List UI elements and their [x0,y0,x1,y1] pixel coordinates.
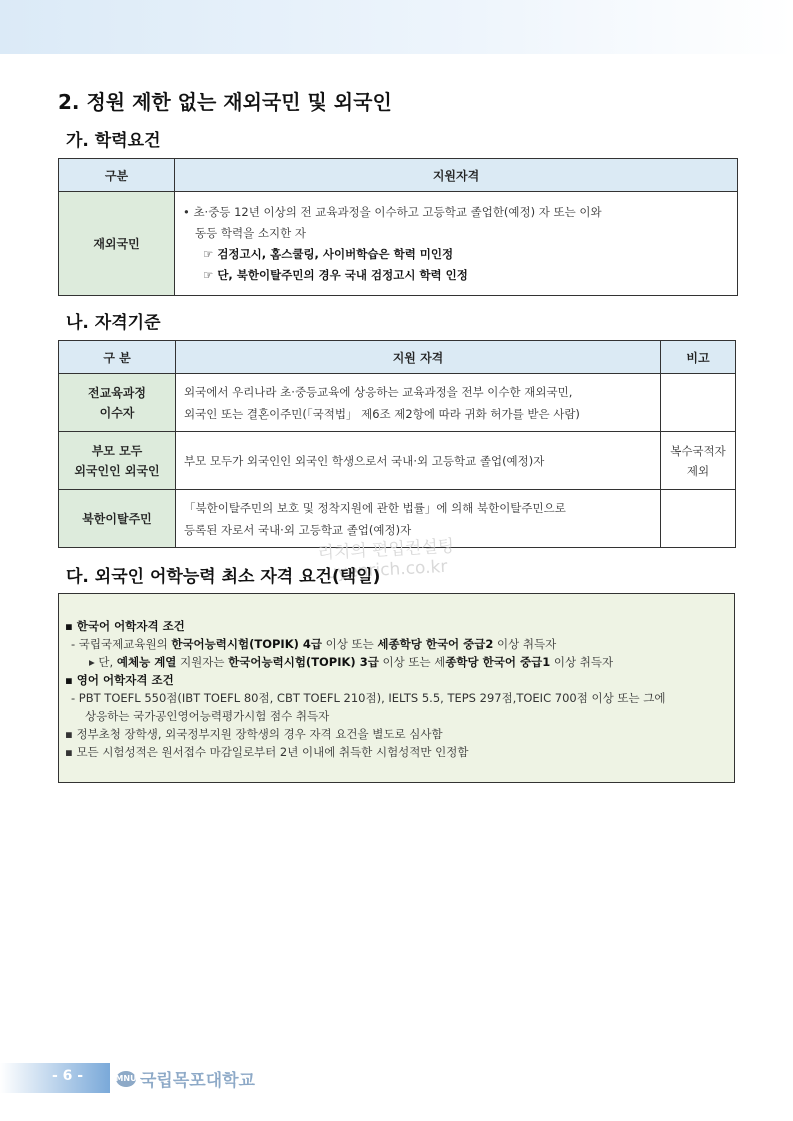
col-header-category: 구분 [59,159,175,192]
university-name: 국립목포대학교 [140,1071,255,1091]
row-label-line-2: 이수자 [99,405,135,420]
english-requirement-line-2: 상응하는 국가공인영어능력평가시험 점수 취득자 [85,709,330,723]
row-label-line-1: 북한이탈주민 [82,511,152,526]
language-requirement-box [58,593,735,783]
sejong-intermediate-1: 종학당 한국어 중급1 [445,655,551,669]
text: 지원자는 [176,655,229,669]
table-row [59,374,736,432]
subsection-b-title: 나. 자격기준 [66,313,161,333]
note-ged-not-recognized: ☞ 검정고시, 홈스쿨링, 사이버학습은 학력 미인정 [203,246,454,261]
row-remarks [661,432,736,490]
korean-requirement-line-1 [71,636,556,652]
text: ▸ 단, [89,655,117,669]
row-label-line-2: 외국인인 외국인 [74,463,160,478]
korean-requirement-line-2 [89,654,613,670]
row-description [176,374,661,432]
academic-requirement-table [58,158,738,296]
text: 이상 취득자 [550,655,614,669]
subsection-a-title: 가. 학력요건 [66,131,161,151]
text: 이상 또는 세 [378,655,446,669]
row-label-line-1: 전교육과정 [88,385,146,400]
description-line-2: 외국인 또는 결혼이주민(「국적법」 제6조 제2항에 따라 귀화 허가를 받은 사람) [184,406,580,421]
row-remarks [661,490,736,548]
topik-level-3: 한국어능력시험(TOPIK) 3급 [228,655,379,669]
text: 이상 취득자 [493,637,557,651]
korean-requirement-title: ▪ 한국어 어학자격 조건 [65,619,185,633]
text: 이상 또는 [321,637,378,651]
col-header-qualification: 지원자격 [175,159,738,192]
description-line-1: 부모 모두가 외국인인 외국인 학생으로서 국내·외 고등학교 졸업(예정)자 [184,453,545,468]
note-defector-exception: ☞ 단, 북한이탈주민의 경우 국내 검정고시 학력 인정 [203,267,468,282]
row-label [59,490,176,548]
text: - 국립국제교육원의 [71,637,172,651]
watermark-line-1: 리치의 편입컨설팅 [317,536,455,564]
arts-sports-major: 예체능 계열 [116,655,177,669]
col-header-remarks: 비고 [661,341,736,374]
english-requirement-title: ▪ 영어 어학자격 조건 [65,673,174,687]
topik-level-4: 한국어능력시험(TOPIK) 4급 [171,637,322,651]
section-title: 2. 정원 제한 없는 재외국민 및 외국인 [58,90,392,114]
qualification-line-2: 동등 학력을 소지한 자 [195,225,306,240]
table-row [59,432,736,490]
description-line-1: 「북한이탈주민의 보호 및 정착지원에 관한 법률」에 의해 북한이탈주민으로 [184,500,566,515]
row-remarks [661,374,736,432]
sejong-intermediate-2: 세종학당 한국어 중급2 [377,637,494,651]
remarks-line-2: 제외 [686,463,710,478]
page-number: - 6 - [52,1068,84,1084]
row-label-overseas-korean: 재외국민 [59,192,175,296]
col-header-category: 구 분 [59,341,176,374]
score-validity-note: ▪ 모든 시험성적은 원서접수 마감일로부터 2년 이내에 취득한 시험성적만 인정함 [65,745,469,759]
scholarship-note: ▪ 정부초청 장학생, 외국정부지원 장학생의 경우 자격 요건을 별도로 심사함 [65,727,443,741]
qualification-line-1: • 초·중등 12년 이상의 전 교육과정을 이수하고 고등학교 졸업한(예정) 자 또는 이와 [183,204,602,219]
row-label [59,374,176,432]
qualification-cell [175,192,738,296]
row-description [176,432,661,490]
english-requirement-line-1: - PBT TOEFL 550점(IBT TOEFL 80점, CBT TOEFL 210점), IELTS 5.5, TEPS 297점,TOEIC 700점 이상 또는 그에 [71,691,666,705]
row-label-line-1: 부모 모두 [91,443,143,458]
remarks-line-1: 복수국적자 [670,443,726,458]
description-line-1: 외국에서 우리나라 초·중등교육에 상응하는 교육과정을 전부 이수한 재외국민, [184,384,573,399]
watermark-line-2: uyenrich.co.kr [325,556,448,584]
eligibility-table [58,340,736,548]
university-logo [116,1066,255,1091]
description-line-2: 등록된 자로서 국내·외 고등학교 졸업(예정)자 [184,522,412,537]
col-header-eligibility: 지원 자격 [176,341,661,374]
university-emblem-icon: MNU [116,1071,136,1087]
header-band [0,0,793,54]
row-label [59,432,176,490]
subsection-c-title: 다. 외국인 어학능력 최소 자격 요건(택일) [66,567,381,587]
